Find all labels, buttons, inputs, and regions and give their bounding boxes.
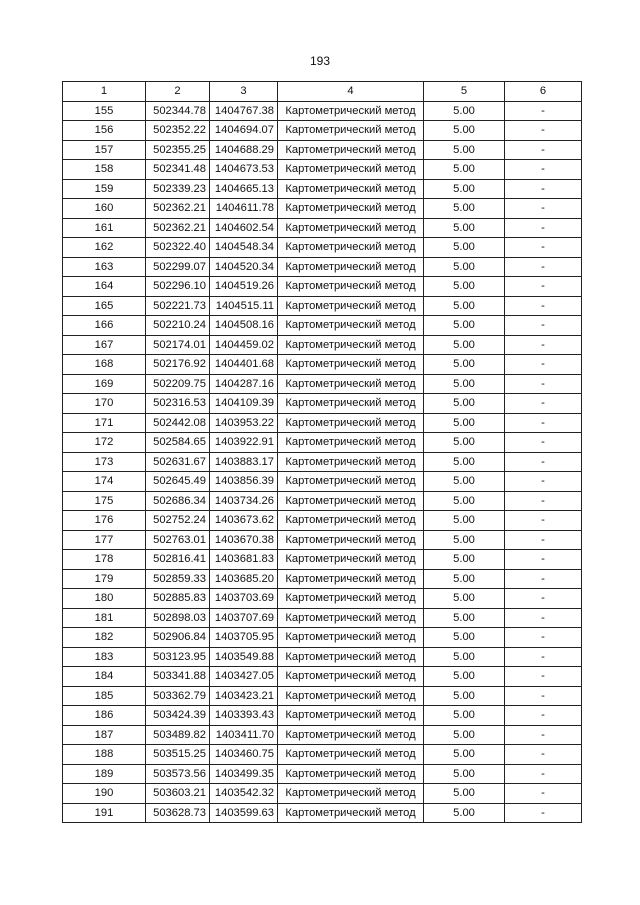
table-row bbox=[63, 413, 582, 433]
accuracy-cell: 5.00 bbox=[424, 452, 505, 472]
x-coordinate-cell: 502352.22 bbox=[146, 121, 210, 141]
note-cell: - bbox=[505, 725, 582, 745]
x-coordinate-cell: 503603.21 bbox=[146, 784, 210, 804]
table-body bbox=[63, 101, 582, 823]
note-cell: - bbox=[505, 745, 582, 765]
column-header-5: 5 bbox=[424, 82, 505, 102]
x-coordinate-cell: 503489.82 bbox=[146, 725, 210, 745]
y-coordinate-cell: 1403922.91 bbox=[210, 433, 278, 453]
table-row bbox=[63, 530, 582, 550]
y-coordinate-cell: 1403542.32 bbox=[210, 784, 278, 804]
point-number-cell: 160 bbox=[63, 199, 146, 219]
note-cell: - bbox=[505, 433, 582, 453]
table-row bbox=[63, 374, 582, 394]
y-coordinate-cell: 1404611.78 bbox=[210, 199, 278, 219]
note-cell: - bbox=[505, 647, 582, 667]
point-number-cell: 187 bbox=[63, 725, 146, 745]
table-row bbox=[63, 238, 582, 258]
y-coordinate-cell: 1403499.35 bbox=[210, 764, 278, 784]
accuracy-cell: 5.00 bbox=[424, 160, 505, 180]
method-cell: Картометрический метод bbox=[278, 784, 424, 804]
note-cell: - bbox=[505, 686, 582, 706]
accuracy-cell: 5.00 bbox=[424, 257, 505, 277]
x-coordinate-cell: 502816.41 bbox=[146, 550, 210, 570]
accuracy-cell: 5.00 bbox=[424, 199, 505, 219]
note-cell: - bbox=[505, 472, 582, 492]
x-coordinate-cell: 502362.21 bbox=[146, 218, 210, 238]
table-row bbox=[63, 160, 582, 180]
method-cell: Картометрический метод bbox=[278, 101, 424, 121]
column-header-2: 2 bbox=[146, 82, 210, 102]
table-row bbox=[63, 608, 582, 628]
point-number-cell: 158 bbox=[63, 160, 146, 180]
note-cell: - bbox=[505, 179, 582, 199]
table-row bbox=[63, 725, 582, 745]
note-cell: - bbox=[505, 355, 582, 375]
accuracy-cell: 5.00 bbox=[424, 667, 505, 687]
method-cell: Картометрический метод bbox=[278, 374, 424, 394]
table-row bbox=[63, 218, 582, 238]
accuracy-cell: 5.00 bbox=[424, 218, 505, 238]
table-row bbox=[63, 179, 582, 199]
x-coordinate-cell: 502763.01 bbox=[146, 530, 210, 550]
method-cell: Картометрический метод bbox=[278, 569, 424, 589]
y-coordinate-cell: 1403681.83 bbox=[210, 550, 278, 570]
y-coordinate-cell: 1403703.69 bbox=[210, 589, 278, 609]
x-coordinate-cell: 502176.92 bbox=[146, 355, 210, 375]
x-coordinate-cell: 502322.40 bbox=[146, 238, 210, 258]
x-coordinate-cell: 503123.95 bbox=[146, 647, 210, 667]
y-coordinate-cell: 1404519.26 bbox=[210, 277, 278, 297]
x-coordinate-cell: 503424.39 bbox=[146, 706, 210, 726]
point-number-cell: 157 bbox=[63, 140, 146, 160]
y-coordinate-cell: 1404688.29 bbox=[210, 140, 278, 160]
point-number-cell: 174 bbox=[63, 472, 146, 492]
y-coordinate-cell: 1404515.11 bbox=[210, 296, 278, 316]
point-number-cell: 165 bbox=[63, 296, 146, 316]
note-cell: - bbox=[505, 277, 582, 297]
coordinates-table bbox=[62, 81, 582, 823]
point-number-cell: 185 bbox=[63, 686, 146, 706]
table-row bbox=[63, 394, 582, 414]
y-coordinate-cell: 1403393.43 bbox=[210, 706, 278, 726]
method-cell: Картометрический метод bbox=[278, 725, 424, 745]
x-coordinate-cell: 502859.33 bbox=[146, 569, 210, 589]
point-number-cell: 173 bbox=[63, 452, 146, 472]
table-row bbox=[63, 140, 582, 160]
point-number-cell: 155 bbox=[63, 101, 146, 121]
method-cell: Картометрический метод bbox=[278, 433, 424, 453]
point-number-cell: 175 bbox=[63, 491, 146, 511]
y-coordinate-cell: 1403953.22 bbox=[210, 413, 278, 433]
note-cell: - bbox=[505, 608, 582, 628]
note-cell: - bbox=[505, 628, 582, 648]
accuracy-cell: 5.00 bbox=[424, 316, 505, 336]
note-cell: - bbox=[505, 101, 582, 121]
method-cell: Картометрический метод bbox=[278, 413, 424, 433]
point-number-cell: 189 bbox=[63, 764, 146, 784]
y-coordinate-cell: 1403734.26 bbox=[210, 491, 278, 511]
note-cell: - bbox=[505, 316, 582, 336]
point-number-cell: 188 bbox=[63, 745, 146, 765]
table-row bbox=[63, 257, 582, 277]
note-cell: - bbox=[505, 140, 582, 160]
accuracy-cell: 5.00 bbox=[424, 238, 505, 258]
x-coordinate-cell: 502174.01 bbox=[146, 335, 210, 355]
x-coordinate-cell: 502362.21 bbox=[146, 199, 210, 219]
point-number-cell: 170 bbox=[63, 394, 146, 414]
method-cell: Картометрический метод bbox=[278, 296, 424, 316]
point-number-cell: 172 bbox=[63, 433, 146, 453]
table-row bbox=[63, 355, 582, 375]
note-cell: - bbox=[505, 803, 582, 823]
accuracy-cell: 5.00 bbox=[424, 355, 505, 375]
table-row bbox=[63, 491, 582, 511]
method-cell: Картометрический метод bbox=[278, 394, 424, 414]
accuracy-cell: 5.00 bbox=[424, 686, 505, 706]
y-coordinate-cell: 1404109.39 bbox=[210, 394, 278, 414]
method-cell: Картометрический метод bbox=[278, 238, 424, 258]
method-cell: Картометрический метод bbox=[278, 745, 424, 765]
accuracy-cell: 5.00 bbox=[424, 296, 505, 316]
table-row bbox=[63, 433, 582, 453]
method-cell: Картометрический метод bbox=[278, 764, 424, 784]
point-number-cell: 191 bbox=[63, 803, 146, 823]
x-coordinate-cell: 502341.48 bbox=[146, 160, 210, 180]
table-row bbox=[63, 511, 582, 531]
accuracy-cell: 5.00 bbox=[424, 764, 505, 784]
x-coordinate-cell: 503573.56 bbox=[146, 764, 210, 784]
table-row bbox=[63, 277, 582, 297]
note-cell: - bbox=[505, 569, 582, 589]
accuracy-cell: 5.00 bbox=[424, 374, 505, 394]
point-number-cell: 178 bbox=[63, 550, 146, 570]
x-coordinate-cell: 502885.83 bbox=[146, 589, 210, 609]
y-coordinate-cell: 1404602.54 bbox=[210, 218, 278, 238]
point-number-cell: 176 bbox=[63, 511, 146, 531]
accuracy-cell: 5.00 bbox=[424, 569, 505, 589]
method-cell: Картометрический метод bbox=[278, 472, 424, 492]
method-cell: Картометрический метод bbox=[278, 530, 424, 550]
accuracy-cell: 5.00 bbox=[424, 335, 505, 355]
table-row bbox=[63, 706, 582, 726]
note-cell: - bbox=[505, 394, 582, 414]
table-row bbox=[63, 589, 582, 609]
accuracy-cell: 5.00 bbox=[424, 745, 505, 765]
y-coordinate-cell: 1403707.69 bbox=[210, 608, 278, 628]
column-header-4: 4 bbox=[278, 82, 424, 102]
x-coordinate-cell: 502752.24 bbox=[146, 511, 210, 531]
table-row bbox=[63, 667, 582, 687]
column-header-1: 1 bbox=[63, 82, 146, 102]
method-cell: Картометрический метод bbox=[278, 706, 424, 726]
table-row bbox=[63, 686, 582, 706]
y-coordinate-cell: 1404694.07 bbox=[210, 121, 278, 141]
table-row bbox=[63, 199, 582, 219]
note-cell: - bbox=[505, 199, 582, 219]
table-row bbox=[63, 647, 582, 667]
y-coordinate-cell: 1404673.53 bbox=[210, 160, 278, 180]
point-number-cell: 183 bbox=[63, 647, 146, 667]
table-row bbox=[63, 745, 582, 765]
method-cell: Картометрический метод bbox=[278, 491, 424, 511]
x-coordinate-cell: 502355.25 bbox=[146, 140, 210, 160]
method-cell: Картометрический метод bbox=[278, 608, 424, 628]
point-number-cell: 177 bbox=[63, 530, 146, 550]
x-coordinate-cell: 502339.23 bbox=[146, 179, 210, 199]
x-coordinate-cell: 502631.67 bbox=[146, 452, 210, 472]
x-coordinate-cell: 503362.79 bbox=[146, 686, 210, 706]
table-row bbox=[63, 550, 582, 570]
x-coordinate-cell: 502316.53 bbox=[146, 394, 210, 414]
point-number-cell: 180 bbox=[63, 589, 146, 609]
accuracy-cell: 5.00 bbox=[424, 725, 505, 745]
accuracy-cell: 5.00 bbox=[424, 140, 505, 160]
accuracy-cell: 5.00 bbox=[424, 277, 505, 297]
note-cell: - bbox=[505, 160, 582, 180]
note-cell: - bbox=[505, 238, 582, 258]
note-cell: - bbox=[505, 374, 582, 394]
method-cell: Картометрический метод bbox=[278, 628, 424, 648]
method-cell: Картометрический метод bbox=[278, 686, 424, 706]
accuracy-cell: 5.00 bbox=[424, 179, 505, 199]
y-coordinate-cell: 1404401.68 bbox=[210, 355, 278, 375]
table-row bbox=[63, 316, 582, 336]
y-coordinate-cell: 1403549.88 bbox=[210, 647, 278, 667]
method-cell: Картометрический метод bbox=[278, 179, 424, 199]
table-header-row bbox=[63, 82, 582, 102]
x-coordinate-cell: 503341.88 bbox=[146, 667, 210, 687]
table-row bbox=[63, 101, 582, 121]
y-coordinate-cell: 1403705.95 bbox=[210, 628, 278, 648]
y-coordinate-cell: 1403673.62 bbox=[210, 511, 278, 531]
y-coordinate-cell: 1404508.16 bbox=[210, 316, 278, 336]
y-coordinate-cell: 1404520.34 bbox=[210, 257, 278, 277]
table-row bbox=[63, 764, 582, 784]
x-coordinate-cell: 503628.73 bbox=[146, 803, 210, 823]
accuracy-cell: 5.00 bbox=[424, 647, 505, 667]
accuracy-cell: 5.00 bbox=[424, 433, 505, 453]
y-coordinate-cell: 1403599.63 bbox=[210, 803, 278, 823]
point-number-cell: 186 bbox=[63, 706, 146, 726]
method-cell: Картометрический метод bbox=[278, 140, 424, 160]
point-number-cell: 161 bbox=[63, 218, 146, 238]
x-coordinate-cell: 502645.49 bbox=[146, 472, 210, 492]
column-header-6: 6 bbox=[505, 82, 582, 102]
x-coordinate-cell: 502442.08 bbox=[146, 413, 210, 433]
y-coordinate-cell: 1403856.39 bbox=[210, 472, 278, 492]
table-row bbox=[63, 335, 582, 355]
note-cell: - bbox=[505, 413, 582, 433]
table-row bbox=[63, 121, 582, 141]
table-row bbox=[63, 296, 582, 316]
point-number-cell: 169 bbox=[63, 374, 146, 394]
y-coordinate-cell: 1403427.05 bbox=[210, 667, 278, 687]
point-number-cell: 182 bbox=[63, 628, 146, 648]
method-cell: Картометрический метод bbox=[278, 550, 424, 570]
y-coordinate-cell: 1403670.38 bbox=[210, 530, 278, 550]
y-coordinate-cell: 1404287.16 bbox=[210, 374, 278, 394]
x-coordinate-cell: 502210.24 bbox=[146, 316, 210, 336]
y-coordinate-cell: 1403460.75 bbox=[210, 745, 278, 765]
method-cell: Картометрический метод bbox=[278, 355, 424, 375]
table-row bbox=[63, 452, 582, 472]
note-cell: - bbox=[505, 491, 582, 511]
method-cell: Картометрический метод bbox=[278, 452, 424, 472]
x-coordinate-cell: 502344.78 bbox=[146, 101, 210, 121]
accuracy-cell: 5.00 bbox=[424, 394, 505, 414]
note-cell: - bbox=[505, 452, 582, 472]
point-number-cell: 190 bbox=[63, 784, 146, 804]
accuracy-cell: 5.00 bbox=[424, 550, 505, 570]
accuracy-cell: 5.00 bbox=[424, 511, 505, 531]
note-cell: - bbox=[505, 589, 582, 609]
note-cell: - bbox=[505, 121, 582, 141]
x-coordinate-cell: 502209.75 bbox=[146, 374, 210, 394]
page-number: 193 bbox=[309, 54, 331, 68]
accuracy-cell: 5.00 bbox=[424, 121, 505, 141]
method-cell: Картометрический метод bbox=[278, 803, 424, 823]
column-header-3: 3 bbox=[210, 82, 278, 102]
note-cell: - bbox=[505, 706, 582, 726]
point-number-cell: 164 bbox=[63, 277, 146, 297]
point-number-cell: 179 bbox=[63, 569, 146, 589]
x-coordinate-cell: 502221.73 bbox=[146, 296, 210, 316]
method-cell: Картометрический метод bbox=[278, 277, 424, 297]
accuracy-cell: 5.00 bbox=[424, 589, 505, 609]
y-coordinate-cell: 1403883.17 bbox=[210, 452, 278, 472]
note-cell: - bbox=[505, 335, 582, 355]
accuracy-cell: 5.00 bbox=[424, 491, 505, 511]
accuracy-cell: 5.00 bbox=[424, 628, 505, 648]
point-number-cell: 168 bbox=[63, 355, 146, 375]
x-coordinate-cell: 502299.07 bbox=[146, 257, 210, 277]
point-number-cell: 167 bbox=[63, 335, 146, 355]
note-cell: - bbox=[505, 530, 582, 550]
x-coordinate-cell: 502686.34 bbox=[146, 491, 210, 511]
method-cell: Картометрический метод bbox=[278, 316, 424, 336]
method-cell: Картометрический метод bbox=[278, 511, 424, 531]
x-coordinate-cell: 502296.10 bbox=[146, 277, 210, 297]
accuracy-cell: 5.00 bbox=[424, 608, 505, 628]
point-number-cell: 171 bbox=[63, 413, 146, 433]
accuracy-cell: 5.00 bbox=[424, 530, 505, 550]
accuracy-cell: 5.00 bbox=[424, 784, 505, 804]
point-number-cell: 162 bbox=[63, 238, 146, 258]
accuracy-cell: 5.00 bbox=[424, 101, 505, 121]
point-number-cell: 181 bbox=[63, 608, 146, 628]
point-number-cell: 159 bbox=[63, 179, 146, 199]
accuracy-cell: 5.00 bbox=[424, 413, 505, 433]
point-number-cell: 163 bbox=[63, 257, 146, 277]
table-row bbox=[63, 803, 582, 823]
table-row bbox=[63, 784, 582, 804]
y-coordinate-cell: 1403411.70 bbox=[210, 725, 278, 745]
note-cell: - bbox=[505, 257, 582, 277]
note-cell: - bbox=[505, 764, 582, 784]
point-number-cell: 166 bbox=[63, 316, 146, 336]
method-cell: Картометрический метод bbox=[278, 199, 424, 219]
point-number-cell: 156 bbox=[63, 121, 146, 141]
note-cell: - bbox=[505, 550, 582, 570]
method-cell: Картометрический метод bbox=[278, 160, 424, 180]
accuracy-cell: 5.00 bbox=[424, 803, 505, 823]
method-cell: Картометрический метод bbox=[278, 335, 424, 355]
point-number-cell: 184 bbox=[63, 667, 146, 687]
note-cell: - bbox=[505, 511, 582, 531]
table-row bbox=[63, 472, 582, 492]
method-cell: Картометрический метод bbox=[278, 589, 424, 609]
table-row bbox=[63, 628, 582, 648]
note-cell: - bbox=[505, 218, 582, 238]
y-coordinate-cell: 1404548.34 bbox=[210, 238, 278, 258]
method-cell: Картометрический метод bbox=[278, 218, 424, 238]
method-cell: Картометрический метод bbox=[278, 257, 424, 277]
y-coordinate-cell: 1403423.21 bbox=[210, 686, 278, 706]
y-coordinate-cell: 1404767.38 bbox=[210, 101, 278, 121]
x-coordinate-cell: 502898.03 bbox=[146, 608, 210, 628]
x-coordinate-cell: 503515.25 bbox=[146, 745, 210, 765]
accuracy-cell: 5.00 bbox=[424, 472, 505, 492]
x-coordinate-cell: 502584.65 bbox=[146, 433, 210, 453]
note-cell: - bbox=[505, 667, 582, 687]
table-row bbox=[63, 569, 582, 589]
note-cell: - bbox=[505, 784, 582, 804]
accuracy-cell: 5.00 bbox=[424, 706, 505, 726]
method-cell: Картометрический метод bbox=[278, 647, 424, 667]
note-cell: - bbox=[505, 296, 582, 316]
y-coordinate-cell: 1404459.02 bbox=[210, 335, 278, 355]
y-coordinate-cell: 1403685.20 bbox=[210, 569, 278, 589]
method-cell: Картометрический метод bbox=[278, 121, 424, 141]
method-cell: Картометрический метод bbox=[278, 667, 424, 687]
x-coordinate-cell: 502906.84 bbox=[146, 628, 210, 648]
y-coordinate-cell: 1404665.13 bbox=[210, 179, 278, 199]
